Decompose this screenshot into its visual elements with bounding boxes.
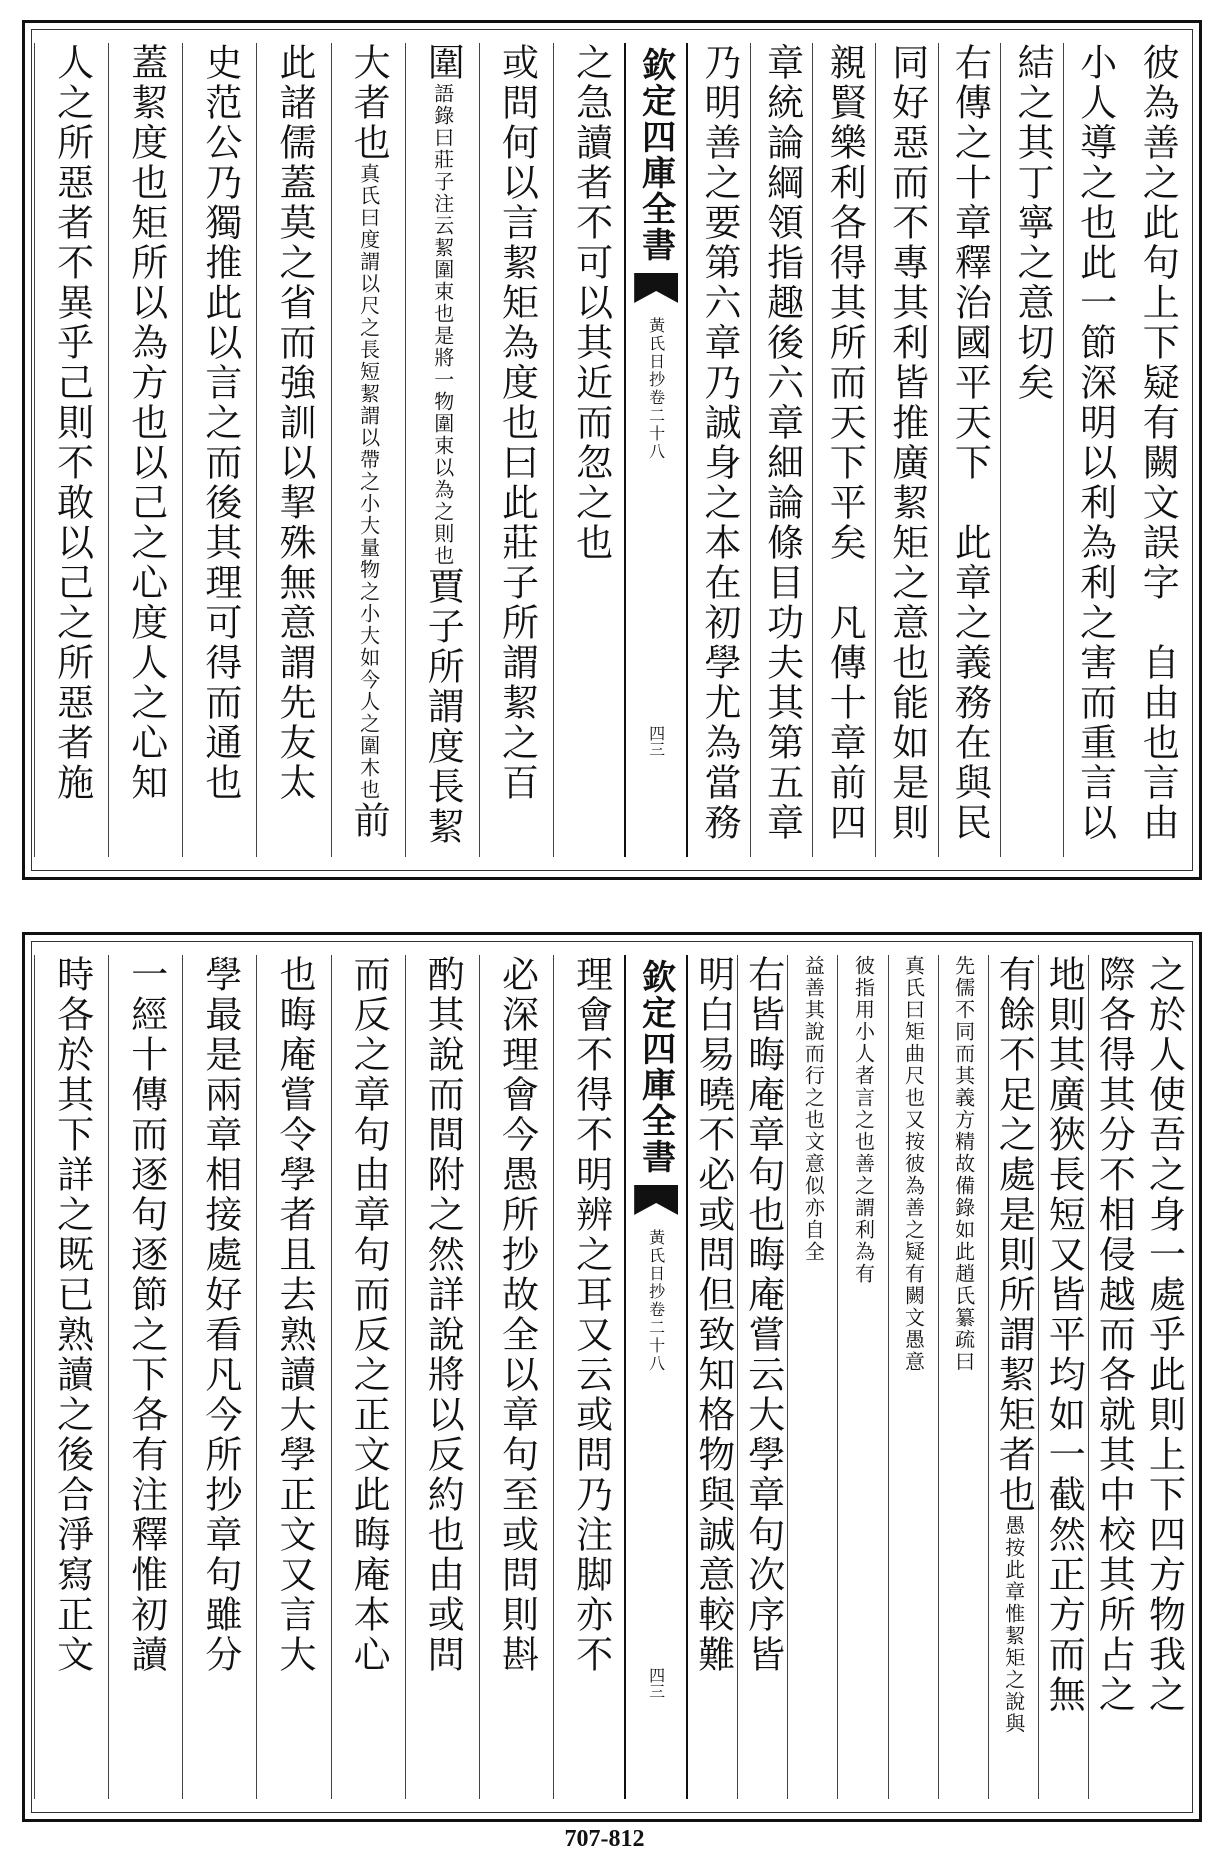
text-column	[182, 43, 257, 857]
text-column	[687, 955, 738, 1799]
column-text: 有餘不足之處是則所謂絜矩者也	[992, 955, 1036, 1515]
text-column	[182, 955, 257, 1799]
text-column	[553, 43, 628, 857]
interlinear-note: 益善其說而行之也文意似亦自全	[801, 955, 826, 1263]
text-column	[479, 955, 554, 1799]
text-column	[108, 43, 183, 857]
column-text: 蓋絜度也矩所以為方也以己之心度人之心知	[124, 43, 168, 803]
text-column	[553, 955, 628, 1799]
text-column	[938, 955, 989, 1799]
text-column	[837, 955, 888, 1799]
bottom-page	[22, 932, 1202, 1822]
text-column	[1139, 955, 1189, 1799]
column-text: 結之其丁寧之意切矣	[1011, 43, 1054, 403]
text-column	[737, 955, 788, 1799]
column-text: 學最是兩章相接處好看凡今所抄章句雖分	[198, 955, 242, 1675]
center-fold-column	[624, 43, 688, 857]
interlinear-note: 愚按此章惟絜矩之說與	[1001, 1515, 1026, 1735]
text-column	[888, 955, 939, 1799]
text-column	[405, 43, 480, 857]
column-text: 大者也	[347, 43, 391, 163]
column-text: 人之所惡者不異乎己則不敢以己之所惡者施	[50, 43, 94, 803]
text-column	[405, 955, 480, 1799]
book-title: 欽定四庫全書	[635, 47, 676, 263]
column-text: 必深理會今愚所抄故全以章句至或問則斟	[495, 955, 539, 1675]
text-column	[750, 43, 814, 857]
fishtail-mark-icon	[634, 1185, 678, 1215]
top-page	[22, 20, 1202, 880]
fishtail-mark-icon	[634, 273, 678, 303]
column-text: 時各於其下詳之既已熟讀之後合淨寫正文	[50, 955, 94, 1675]
column-text: 同好惡而不專其利皆推廣絜矩之意也能如是則	[885, 43, 929, 843]
volume-label: 黃氏日抄卷二十八	[646, 1229, 666, 1373]
interlinear-note: 真氏曰度謂以尺之長短絜謂以帶之小大量物之小大如今人之圍木也	[356, 163, 381, 801]
column-text: 地則其廣狹長短又皆平均如一截然正方而無	[1042, 955, 1086, 1715]
book-title: 欽定四庫全書	[635, 959, 676, 1175]
text-column	[1038, 955, 1089, 1799]
column-text: 之急讀者不可以其近而忽之也	[569, 43, 613, 563]
folio-number: 四三	[646, 1667, 666, 1699]
column-text: 乃明善之要第六章乃誠身之本在初學尤為當務	[697, 43, 741, 843]
column-text: 際各得其分不相侵越而各就其中校其所占之	[1092, 955, 1136, 1715]
center-fold-column	[624, 955, 688, 1799]
column-text: 右傳之十章釋治國平天下 此章之義務在與民	[948, 43, 992, 843]
text-column	[256, 955, 331, 1799]
page-number-footer: 707-812	[564, 1826, 645, 1852]
text-column	[331, 955, 406, 1799]
volume-label: 黃氏日抄卷二十八	[646, 317, 666, 461]
column-text: 史范公乃獨推此以言之而後其理可得而通也	[198, 43, 242, 803]
text-column	[812, 43, 876, 857]
text-column	[988, 955, 1039, 1799]
folio-number: 四三	[646, 725, 666, 757]
text-column	[875, 43, 939, 857]
column-text: 小人導之也此一節深明以利為利之害而重言以	[1073, 43, 1117, 843]
column-text: 右皆晦庵章句也晦庵嘗云大學章句次序皆	[741, 955, 785, 1675]
column-text: 而反之章句由章句而反之正文此晦庵本心	[347, 955, 391, 1675]
column-text: 明白易曉不必或問但致知格物與誠意較難	[691, 955, 735, 1675]
text-column	[256, 43, 331, 857]
text-column	[787, 955, 838, 1799]
text-column	[331, 43, 406, 857]
text-column	[938, 43, 1002, 857]
interlinear-note: 語錄曰莊子注云絜圍束也是將一物圍束以為之則也	[430, 83, 455, 567]
column-text: 圍	[421, 43, 465, 83]
column-text: 彼為善之此句上下疑有闕文誤字 自由也言由	[1136, 43, 1180, 843]
bottom-columns	[35, 945, 1189, 1809]
text-column	[1126, 43, 1189, 857]
text-column	[34, 955, 109, 1799]
column-text: 或問何以言絜矩為度也曰此莊子所謂絜之百	[495, 43, 539, 803]
column-text: 酌其說而間附之然詳說將以反約也由或問	[421, 955, 465, 1675]
text-column	[687, 43, 751, 857]
column-text: 賈子所謂度長絜	[421, 567, 465, 847]
column-text: 章統論綱領指趣後六章細論條目功夫其第五章	[760, 43, 804, 843]
text-column	[1063, 43, 1127, 857]
column-text: 之於人使吾之身一處乎此則上下四方物我之	[1142, 955, 1186, 1715]
top-columns	[35, 33, 1189, 867]
column-text: 親賢樂利各得其所而天下平矣 凡傳十章前四	[823, 43, 867, 843]
text-column	[34, 43, 109, 857]
text-column	[1088, 955, 1139, 1799]
column-text: 此諸儒蓋莫之省而強訓以挈殊無意謂先友太	[273, 43, 317, 803]
text-column	[1000, 43, 1064, 857]
interlinear-note: 先儒不同而其義方精故備錄如此趙氏纂疏曰	[951, 955, 976, 1373]
column-text: 理會不得不明辨之耳又云或問乃注脚亦不	[569, 955, 613, 1675]
column-text: 也晦庵嘗令學者且去熟讀大學正文又言大	[273, 955, 317, 1675]
text-column	[479, 43, 554, 857]
column-text: 一經十傳而逐句逐節之下各有注釋惟初讀	[124, 955, 168, 1675]
interlinear-note: 彼指用小人者言之也善之謂利為有	[851, 955, 876, 1285]
interlinear-note: 真氏曰矩曲尺也又按彼為善之疑有闕文愚意	[901, 955, 926, 1373]
text-column	[108, 955, 183, 1799]
column-text: 前	[347, 801, 391, 841]
